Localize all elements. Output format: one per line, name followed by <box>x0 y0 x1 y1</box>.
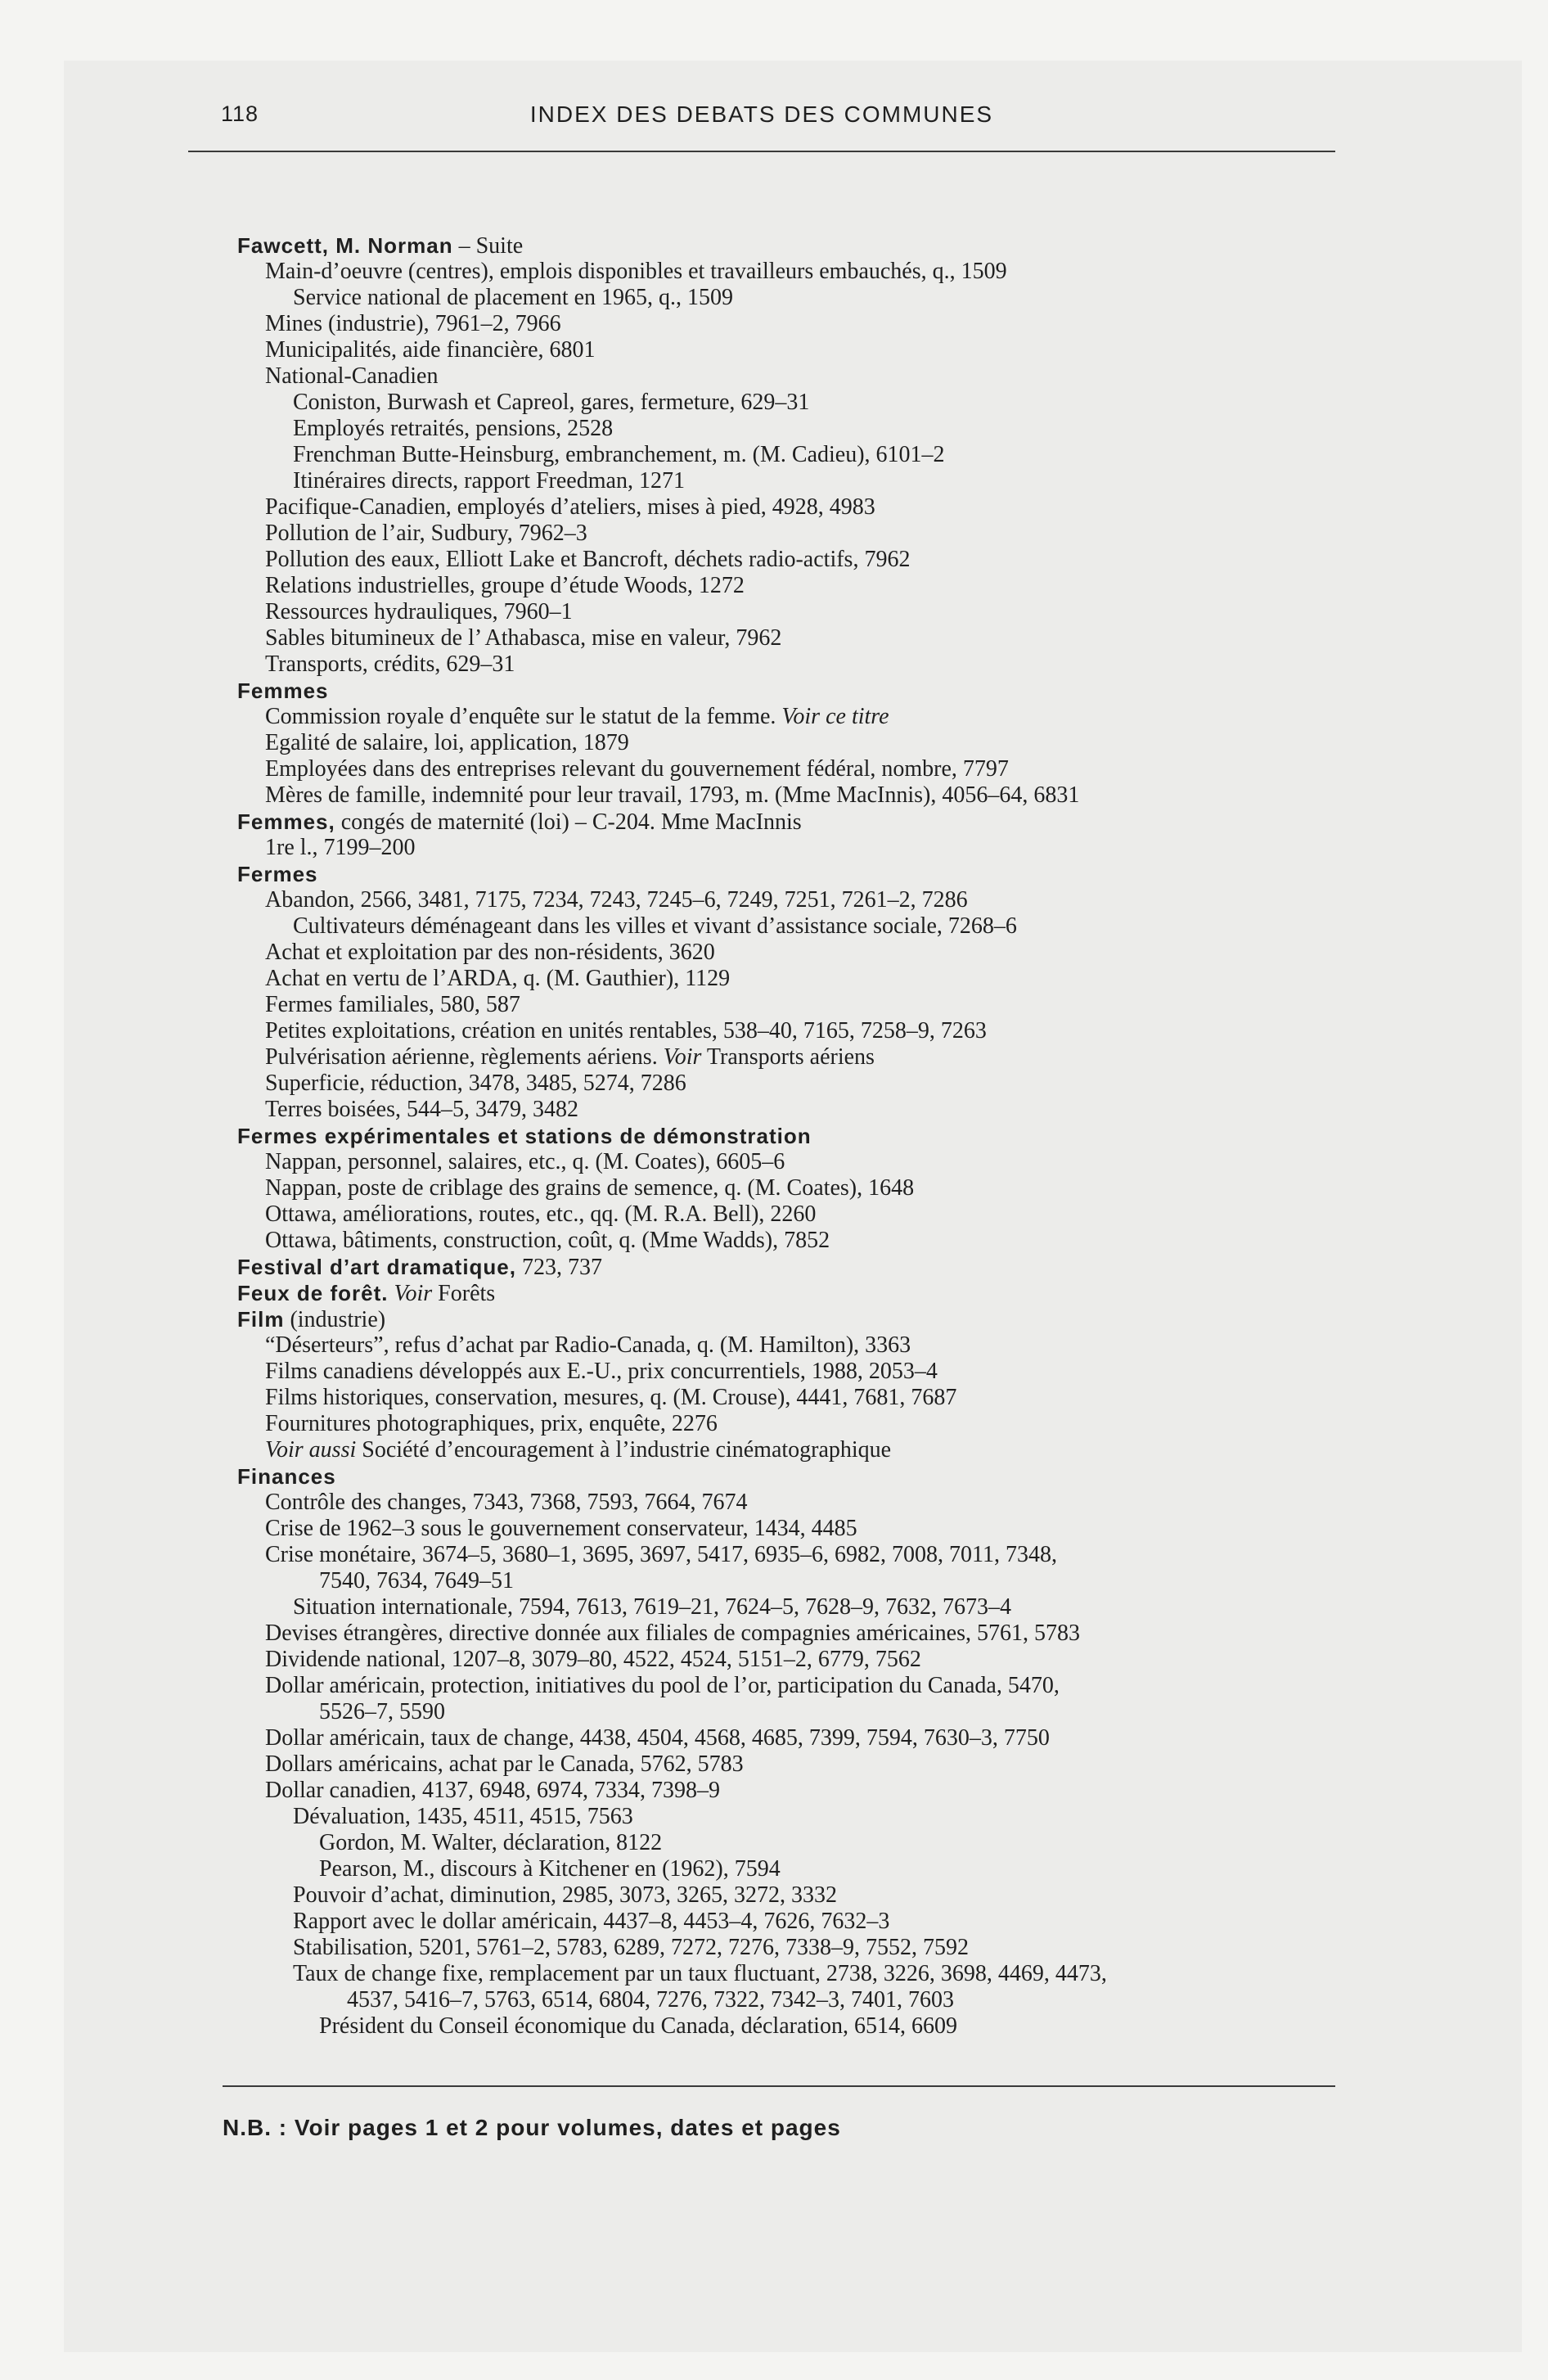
index-subentry <box>237 573 1350 599</box>
index-subentry <box>237 1359 1350 1385</box>
heading-text: Fermes expérimentales et stations de démonstration <box>237 1124 812 1148</box>
index-heading <box>237 861 1350 887</box>
index-subentry <box>237 1097 1350 1123</box>
index-subentry <box>237 1699 1350 1725</box>
index-subentry <box>237 1804 1350 1830</box>
index-subentry <box>237 599 1350 625</box>
entry-text: Ottawa, améliorations, routes, etc., qq. (M. R.A. Bell), 2260 <box>265 1201 817 1227</box>
entry-text: Pulvérisation aérienne, règlements aériens. <box>265 1044 664 1070</box>
entry-text: Egalité de salaire, loi, application, 1879 <box>265 730 629 755</box>
entry-text: Abandon, 2566, 3481, 7175, 7234, 7243, 7245–6, 7249, 7251, 7261–2, 7286 <box>265 887 968 913</box>
entry-text: Dollars américains, achat par le Canada, 5762, 5783 <box>265 1751 744 1777</box>
entry-text: Pollution des eaux, Elliott Lake et Bancroft, déchets radio-actifs, 7962 <box>265 547 911 572</box>
index-subentry <box>237 1228 1350 1254</box>
entry-text: National-Canadien <box>265 363 439 389</box>
index-subentry <box>237 1778 1350 1804</box>
entry-text: Nappan, poste de criblage des grains de semence, q. (M. Coates), 1648 <box>265 1175 915 1201</box>
entry-text: Superficie, réduction, 3478, 3485, 5274, 7286 <box>265 1071 686 1096</box>
index-subentry <box>237 285 1350 311</box>
entry-text: Coniston, Burwash et Capreol, gares, fermeture, 629–31 <box>293 390 810 415</box>
entry-text: Ottawa, bâtiments, construction, coût, q. (Mme Wadds), 7852 <box>265 1228 830 1253</box>
entry-text: Municipalités, aide financière, 6801 <box>265 337 596 363</box>
entry-lead: Festival d’art dramatique, <box>237 1255 516 1279</box>
entry-text: Crise de 1962–3 sous le gouvernement conservateur, 1434, 4485 <box>265 1516 857 1541</box>
entry-text: Nappan, personnel, salaires, etc., q. (M. Coates), 6605–6 <box>265 1149 785 1174</box>
page-number: 118 <box>221 101 259 126</box>
entry-lead: Feux de forêt. <box>237 1281 389 1305</box>
index-subentry <box>237 1201 1350 1228</box>
entry-text: congés de maternité (loi) – C-204. Mme MacInnis <box>335 809 802 835</box>
entry-text: Mères de famille, indemnité pour leur travail, 1793, m. (Mme MacInnis), 4056–64, 6831 <box>265 782 1080 808</box>
index-entry <box>237 232 1350 259</box>
entry-text: Taux de change fixe, remplacement par un taux fluctuant, 2738, 3226, 3698, 4469, 4473, <box>293 1961 1107 1986</box>
entry-text: Transports aériens <box>701 1044 875 1070</box>
entry-text: Transports, crédits, 629–31 <box>265 651 515 677</box>
index-subentry <box>237 1385 1350 1411</box>
entry-text: Relations industrielles, groupe d’étude Woods, 1272 <box>265 573 745 598</box>
index-subentry <box>237 651 1350 678</box>
entry-text: Films canadiens développés aux E.-U., prix concurrentiels, 1988, 2053–4 <box>265 1359 938 1384</box>
entry-text: 1re l., 7199–200 <box>265 835 416 860</box>
entry-text: Devises étrangères, directive donnée aux filiales de compagnies américaines, 5761, 5783 <box>265 1620 1080 1646</box>
index-subentry <box>237 1751 1350 1778</box>
entry-text: Mines (industrie), 7961–2, 7966 <box>265 311 561 336</box>
entry-text: Société d’encouragement à l’industrie cinématographique <box>356 1437 892 1463</box>
index-subentry <box>237 1490 1350 1516</box>
index-subentry <box>237 1987 1350 2013</box>
index-subentry <box>237 756 1350 782</box>
index-subentry <box>237 1909 1350 1935</box>
index-subentry <box>237 1568 1350 1594</box>
index-subentry <box>237 730 1350 756</box>
index-subentry <box>237 887 1350 913</box>
entry-text: Frenchman Butte-Heinsburg, embranchement, m. (M. Cadieu), 6101–2 <box>293 442 945 467</box>
index-entry <box>237 1044 1350 1071</box>
entry-text: Commission royale d’enquête sur le statut de la femme. <box>265 704 782 729</box>
entry-text: Achat en vertu de l’ARDA, q. (M. Gauthier), 1129 <box>265 966 731 991</box>
entry-text: 723, 737 <box>515 1255 602 1280</box>
entry-text: – Suite <box>452 233 524 259</box>
index-subentry <box>237 1542 1350 1568</box>
index-heading <box>237 1123 1350 1149</box>
entry-text: Situation internationale, 7594, 7613, 7619–21, 7624–5, 7628–9, 7632, 7673–4 <box>293 1594 1012 1620</box>
index-subentry <box>237 1175 1350 1201</box>
index-subentry <box>237 1411 1350 1437</box>
entry-text: Ressources hydrauliques, 7960–1 <box>265 599 573 624</box>
index-subentry <box>237 1332 1350 1359</box>
entry-text: Main-d’oeuvre (centres), emplois disponibles et travailleurs embauchés, q., 1509 <box>265 259 1007 284</box>
index-entry <box>237 1280 1350 1306</box>
index-subentry <box>237 1961 1350 1987</box>
entry-text: Crise monétaire, 3674–5, 3680–1, 3695, 3697, 5417, 6935–6, 6982, 7008, 7011, 7348, <box>265 1542 1058 1567</box>
entry-text: Pollution de l’air, Sudbury, 7962–3 <box>265 521 587 546</box>
index-entry <box>237 704 1350 730</box>
entry-text: Pacifique-Canadien, employés d’ateliers, mises à pied, 4928, 4983 <box>265 494 875 520</box>
index-subentry <box>237 1935 1350 1961</box>
entry-lead: Fawcett, M. Norman <box>237 233 453 258</box>
entry-text: Employés retraités, pensions, 2528 <box>293 416 614 441</box>
index-subentry <box>237 1856 1350 1882</box>
index-subentry <box>237 521 1350 547</box>
heading-text: Femmes <box>237 678 329 703</box>
index-subentry <box>237 390 1350 416</box>
page-header <box>188 101 1335 152</box>
entry-text: Dollar canadien, 4137, 6948, 6974, 7334, 7398–9 <box>265 1778 721 1803</box>
entry-text: Rapport avec le dollar américain, 4437–8, 4453–4, 7626, 7632–3 <box>293 1909 890 1934</box>
heading-text: Finances <box>237 1464 336 1489</box>
index-subentry <box>237 547 1350 573</box>
entry-text: Terres boisées, 544–5, 3479, 3482 <box>265 1097 578 1122</box>
entry-text: Fournitures photographiques, prix, enquête, 2276 <box>265 1411 718 1436</box>
entry-lead: Femmes, <box>237 809 335 834</box>
entry-text: Président du Conseil économique du Canada, déclaration, 6514, 6609 <box>319 2013 957 2039</box>
index-subentry <box>237 625 1350 651</box>
entry-text: Dévaluation, 1435, 4511, 4515, 7563 <box>293 1804 633 1829</box>
cross-reference: Voir <box>394 1281 433 1306</box>
entry-text: (industrie) <box>284 1307 386 1332</box>
running-title: INDEX DES DEBATS DES COMMUNES <box>529 101 994 127</box>
index-subentry <box>237 259 1350 285</box>
entry-text: Forêts <box>432 1281 496 1306</box>
index-subentry <box>237 1071 1350 1097</box>
index-subentry <box>237 311 1350 337</box>
index-entry <box>237 809 1350 835</box>
entry-text: Gordon, M. Walter, déclaration, 8122 <box>319 1830 663 1855</box>
index-subentry <box>237 1725 1350 1751</box>
entry-text: Pouvoir d’achat, diminution, 2985, 3073, 3265, 3272, 3332 <box>293 1882 837 1908</box>
index-subentry <box>237 1149 1350 1175</box>
entry-text: Dollar américain, taux de change, 4438, 4504, 4568, 4685, 7399, 7594, 7630–3, 7750 <box>265 1725 1050 1751</box>
entry-text: 7540, 7634, 7649–51 <box>319 1568 514 1593</box>
index-subentry <box>237 416 1350 442</box>
index-entry <box>237 1306 1350 1332</box>
entry-text: Employées dans des entreprises relevant du gouvernement fédéral, nombre, 7797 <box>265 756 1009 782</box>
index-subentry <box>237 1620 1350 1647</box>
index-subentry <box>237 494 1350 521</box>
index-subentry <box>237 1647 1350 1673</box>
entry-text: Achat et exploitation par des non-résidents, 3620 <box>265 940 715 965</box>
index-subentry <box>237 966 1350 992</box>
entry-text: Films historiques, conservation, mesures, q. (M. Crouse), 4441, 7681, 7687 <box>265 1385 957 1410</box>
footer-note: N.B. : Voir pages 1 et 2 pour volumes, dates et pages <box>223 2115 841 2140</box>
index-subentry <box>237 2013 1350 2040</box>
entry-text: “Déserteurs”, refus d’achat par Radio-Canada, q. (M. Hamilton), 3363 <box>265 1332 911 1358</box>
index-subentry <box>237 782 1350 809</box>
index-subentry <box>237 1594 1350 1620</box>
index-subentry <box>237 1830 1350 1856</box>
entry-text: 5526–7, 5590 <box>319 1699 445 1724</box>
cross-reference: Voir <box>663 1044 702 1070</box>
entry-text: Fermes familiales, 580, 587 <box>265 992 520 1017</box>
index-subentry <box>237 1882 1350 1909</box>
index-subentry <box>237 1018 1350 1044</box>
cross-reference: Voir ce titre <box>781 704 889 729</box>
entry-lead: Film <box>237 1307 285 1332</box>
index-entries <box>237 232 1350 2040</box>
entry-text: Cultivateurs déménageant dans les villes et vivant d’assistance sociale, 7268–6 <box>293 913 1017 939</box>
entry-text: 4537, 5416–7, 5763, 6514, 6804, 7276, 7322, 7342–3, 7401, 7603 <box>347 1987 954 2013</box>
cross-reference: Voir aussi <box>265 1437 357 1463</box>
heading-text: Fermes <box>237 862 318 886</box>
index-subentry <box>237 992 1350 1018</box>
index-subentry <box>237 363 1350 390</box>
entry-text: Service national de placement en 1965, q., 1509 <box>293 285 734 310</box>
entry-text: Contrôle des changes, 7343, 7368, 7593, 7664, 7674 <box>265 1490 748 1515</box>
entry-text: Dividende national, 1207–8, 3079–80, 4522, 4524, 5151–2, 6779, 7562 <box>265 1647 921 1672</box>
index-subentry <box>237 835 1350 861</box>
footer-divider <box>223 2085 1335 2087</box>
index-subentry <box>237 1673 1350 1699</box>
index-subentry <box>237 1516 1350 1542</box>
index-subentry <box>237 442 1350 468</box>
index-heading <box>237 1463 1350 1490</box>
entry-text: Sables bitumineux de l’ Athabasca, mise en valeur, 7962 <box>265 625 782 651</box>
index-subentry <box>237 468 1350 494</box>
index-entry <box>237 1254 1350 1280</box>
entry-text: Pearson, M., discours à Kitchener en (1962), 7594 <box>319 1856 781 1882</box>
index-subentry <box>237 337 1350 363</box>
index-entry <box>237 1437 1350 1463</box>
index-heading <box>237 678 1350 704</box>
entry-text: Petites exploitations, création en unités rentables, 538–40, 7165, 7258–9, 7263 <box>265 1018 987 1044</box>
entry-text: Itinéraires directs, rapport Freedman, 1271 <box>293 468 685 494</box>
index-subentry <box>237 913 1350 940</box>
entry-text: Stabilisation, 5201, 5761–2, 5783, 6289, 7272, 7276, 7338–9, 7552, 7592 <box>293 1935 969 1960</box>
entry-text: Dollar américain, protection, initiatives du pool de l’or, participation du Canada, 5470, <box>265 1673 1060 1698</box>
index-subentry <box>237 940 1350 966</box>
